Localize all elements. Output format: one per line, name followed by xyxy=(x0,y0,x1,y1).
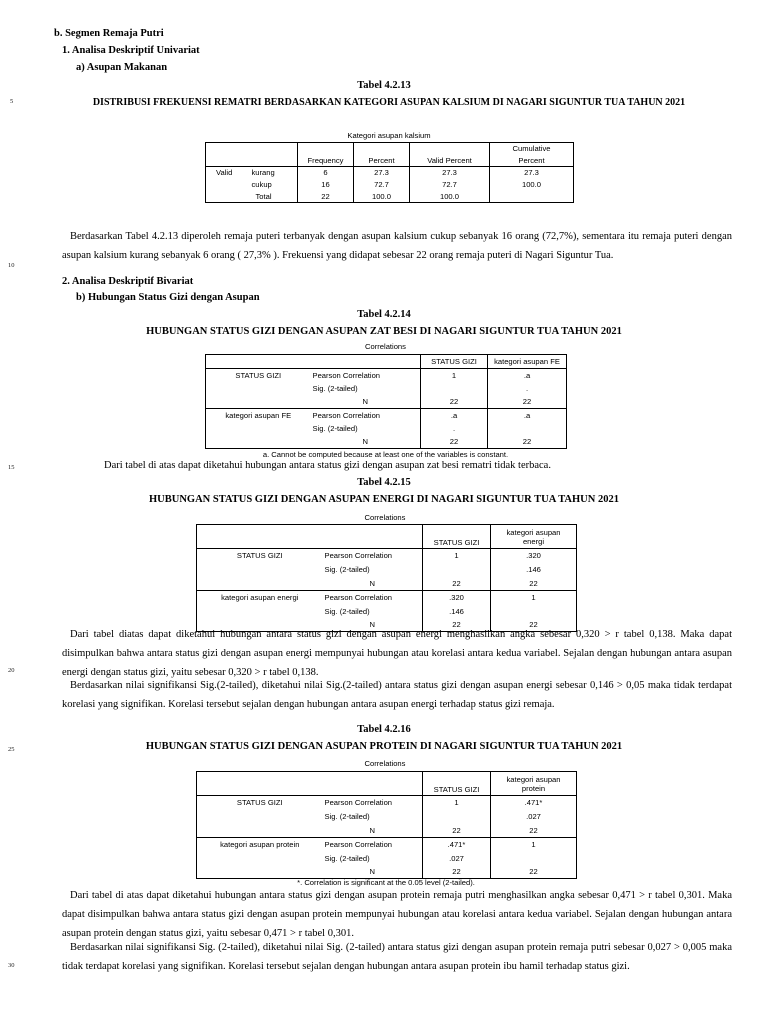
table-15-paragraph-2: Berdasarkan nilai signifikansi Sig.(2-tailed), diketahui nilai Sig.(2-tailed) antara status gizi dengan asupan energi sebesar 0,146 > 0,05 maka tidak terdapat korelasi yang signifikan. Korelasi tersebut sejalan dengan hubungan antara asupan energi terhadap status gizi remaja. xyxy=(62,680,732,710)
segment-heading: b. Segmen Remaja Putri xyxy=(54,28,164,39)
col-frequency: Frequency xyxy=(298,155,354,167)
line-number-10: 10 xyxy=(8,262,15,269)
col-valid-percent: Valid Percent xyxy=(410,155,490,167)
table-16-label: Tabel 4.2.16 xyxy=(357,724,411,735)
col-cumulative: Cumulative xyxy=(490,143,574,155)
valid-label: Valid xyxy=(206,167,250,179)
col-cumulative-percent: Percent xyxy=(490,155,574,167)
table-14-label: Tabel 4.2.14 xyxy=(357,309,411,320)
table-15-caption: Correlations xyxy=(364,513,406,522)
table-14-caption: Correlations xyxy=(365,342,406,351)
table-13-label: Tabel 4.2.13 xyxy=(357,80,411,91)
table-16-note: *. Correlation is significant at the 0.05 level (2-tailed). xyxy=(297,878,475,887)
table-15-label: Tabel 4.2.15 xyxy=(357,477,411,488)
correlation-table-protein: STATUS GIZI kategori asupan protein STATUS GIZI Pearson Correlation 1 .471* Sig. (2-tailed) .027 N 22 22 kategori asupan protein Pearson Correlation .471* 1 Sig. (2-tailed) .027 N 22 22 xyxy=(196,771,577,879)
asupan-heading: a) Asupan Makanan xyxy=(76,62,168,73)
table-13-caption: Kategori asupan kalsium xyxy=(347,131,431,140)
table-15-paragraph-1: Dari tabel diatas dapat diketahui hubungan antara status gizi dengan asupan energi menghasilkan angka sebesar 0,320 > r tabel 0,138. Maka dapat disimpulkan bahwa antara status gizi dengan asupan energi mempunyai hubungan atau korelasi antara kedua variabel. Sejalan dengan hubungan antara asupan energi dengan status gizi, yaitu sebesar 0,320 > r tabel 0,138. xyxy=(62,629,732,678)
table-row: Total 22 100.0 100.0 xyxy=(206,191,574,203)
table-16-paragraph-2: Berdasarkan nilai signifikansi Sig. (2-tailed), diketahui nilai Sig. (2-tailed) antara status gizi dengan asupan protein remaja putri sebesar 0,027 > 0,005 maka tidak terdapat korelasi yang signifikan. Korelasi tersebut sejalan dengan hubungan antara asupan protein ibu hamil terhadap status gizi. xyxy=(62,942,732,972)
table-15-title: HUBUNGAN STATUS GIZI DENGAN ASUPAN ENERGI DI NAGARI SIGUNTUR TUA TAHUN 2021 xyxy=(149,494,619,505)
table-row: Valid kurang 6 27.3 27.3 27.3 xyxy=(206,167,574,179)
univariat-heading: 1. Analisa Deskriptif Univariat xyxy=(62,45,200,56)
line-number-25: 25 xyxy=(8,746,15,753)
correlation-table-fe: STATUS GIZI kategori asupan FE STATUS GIZI Pearson Correlation 1 .a Sig. (2-tailed) . N 22 22 kategori asupan FE Pearson Correlation .a .a Sig. (2-tailed) . N 22 22 xyxy=(205,354,567,449)
table-13-title: DISTRIBUSI FREKUENSI REMATRI BERDASARKAN KATEGORI ASUPAN KALSIUM DI NAGARI SIGUNTUR TUA TAHUN 2021 xyxy=(92,97,686,108)
frequency-table xyxy=(205,142,574,203)
line-number-30: 30 xyxy=(8,962,15,969)
table-row: cukup 16 72.7 72.7 100.0 xyxy=(206,179,574,191)
table-16-paragraph-1: Dari tabel di atas dapat diketahui hubungan antara status gizi dengan asupan protein remaja putri menghasilkan angka sebesar 0,471 > r tabel 0,301. Maka dapat disimpulkan bahwa antara status gizi dengan asupan protein mempunyai hubungan atau korelasi antara kedua variabel. Sejalan dengan hubungan antara asupan protein dengan status gizi, yaitu sebesar 0,471 > r tabel 0,301. xyxy=(62,890,732,939)
table-14-title: HUBUNGAN STATUS GIZI DENGAN ASUPAN ZAT BESI DI NAGARI SIGUNTUR TUA TAHUN 2021 xyxy=(146,326,622,337)
bivariat-heading: 2. Analisa Deskriptif Bivariat xyxy=(62,276,194,287)
table-14-note: a. Cannot be computed because at least one of the variables is constant. xyxy=(262,450,509,459)
line-number-15: 15 xyxy=(8,464,15,471)
table-14-paragraph: Dari tabel di atas dapat diketahui hubungan antara status gizi dengan asupan zat besi rematri tidak terbaca. xyxy=(104,460,551,471)
line-number-20: 20 xyxy=(8,667,15,674)
col-percent: Percent xyxy=(354,155,410,167)
table-13-paragraph: Berdasarkan Tabel 4.2.13 diperoleh remaja puteri terbanyak dengan asupan kalsium cukup sebanyak 16 orang (72,7%), sementara itu remaja puteri dengan asupan kalsium kurang sebanyak 6 orang ( 27,3% ). Frekuensi yang didapat sebesar 22 orang remaja puteri di Nagari Siguntur Tua. xyxy=(62,231,732,261)
table-16-title: HUBUNGAN STATUS GIZI DENGAN ASUPAN PROTEIN DI NAGARI SIGUNTUR TUA TAHUN 2021 xyxy=(145,741,623,752)
hubungan-heading: b) Hubungan Status Gizi dengan Asupan xyxy=(76,292,260,303)
table-16-caption: Correlations xyxy=(364,759,406,768)
correlation-table-energi: STATUS GIZI kategori asupan energi STATUS GIZI Pearson Correlation 1 .320 Sig. (2-tailed) .146 N 22 22 kategori asupan energi Pearson Correlation .320 1 Sig. (2-tailed) .146 N 22 22 xyxy=(196,524,577,632)
line-number-5: 5 xyxy=(10,98,14,105)
